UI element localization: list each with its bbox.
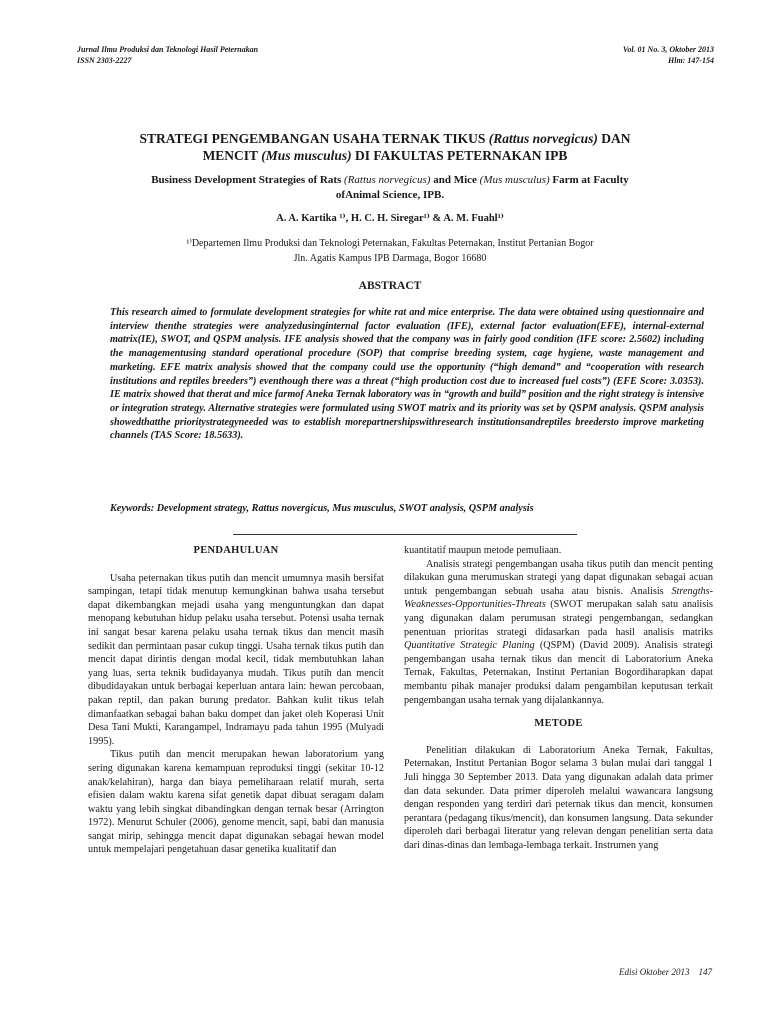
subtitle-species-rat: (Rattus norvegicus) — [344, 174, 431, 186]
affiliation-line: ¹⁾Departemen Ilmu Produksi dan Teknologi Peternakan, Fakultas Peternakan, Institut Pertanian Bogor — [186, 238, 594, 249]
running-header-left — [77, 44, 258, 66]
journal-name: Jurnal Ilmu Produksi dan Teknologi Hasil Peternakan — [77, 45, 259, 54]
subtitle-text: Business Development Strategies of Rats — [151, 174, 345, 186]
abstract-heading: ABSTRACT — [358, 280, 422, 292]
subtitle-line2: ofAnimal Science, IPB. — [335, 189, 445, 201]
paragraph: kuantitatif maupun metode pemuliaan. — [404, 545, 562, 556]
page-footer: Edisi Oktober 2013 147 — [619, 967, 712, 977]
paragraph: Penelitian dilakukan di Laboratorium Aneka Ternak, Fakultas, Peternakan, Institut Pertanian Bogor selama 3 bulan mulai dari tanggal 1 Juli hingga 30 September 2013. Data yang digunakan adalah data primer dan data sekunder. Data primer diperoleh melalui wawancara langsung dengan responden yang terdiri dari peternak tikus dan mencit, konsumen perantara (pedagang tikus/mencit), dan konsumen langsung. Data sekunder diperoleh dari berbagai literatur yang relevan dengan penelitian serta data dari dinas-dinas dan lembaga-lembaga terkait. Instrumen yang — [404, 744, 713, 851]
paragraph-italic: Quantitative Strategic Planing — [404, 640, 535, 652]
paragraph-text: Analisis strategi pengembangan usaha tikus putih dan mencit penting dilakukan guna merumuskan strategi yang dapat digunakan sebagai acuan untuk pengembangan sebuah usaha atau bisnis. Analisis — [404, 558, 713, 597]
abstract-text: This research aimed to formulate development strategies for white rat and mice enterprise. The data were obtained using questionnaire and interview thenthe strategies were analyzedusinginternal factor evaluation (IFE), external factor evaluation(EFE), internal-external matrix(IE), SWOT, and QSPM analysis. IFE analysis showed that the company was in fairly good condition (IFE score: 2.5602) including the managementusing standard operational procedure (SOP) that comprise breeding system, cage hygiene, waste management and marketing. EFE matrix analysis showed that the company could use the opportunity (“high demand” and “cooperation with research institutions and reptiles breeders”) eventhough there was a threat (“high production cost due to increased fuel costs”) (EFE Score: 3.0353). IE matrix showed that therat and mice farmof Aneka Ternak laboratory was in “growth and build” position and the right strategy is intensive or integration strategy. Alternative strategies were formulated using SWOT matrix and its priority was set by QSPM analysis. QSPM analysis showedthatthe prioritystrategyneeded was to establish morepartnershipswithresearch institutionsandreptiles breedersto improve marketing channels (TAS Score: 18.5633). — [110, 307, 704, 442]
affiliation-address: Jln. Agatis Kampus IPB Darmaga, Bogor 16680 — [293, 253, 487, 264]
title-text: STRATEGI PENGEMBANGAN USAHA TERNAK TIKUS — [139, 131, 489, 146]
section-heading-metode: METODE — [534, 718, 583, 730]
subtitle-text: and Mice — [430, 174, 480, 186]
paper-title — [90, 130, 680, 164]
paragraph: Tikus putih dan mencit merupakan hewan laboratorium yang sering digunakan karena kemampuan reproduksi tinggi (sekitar 10-12 anak/kelahiran), harga dan biaya pemeliharaan relatif murah, serta efisien dalam waktu karena sifat genetik dapat dibuat seragam dalam waktu yang lebih singkat dibandingkan dengan ternak besar (Arrington 1972). Menurut Schuler (2006), genome mencit, sapi, babi dan manusia sangat mirip, sehingga mencit dapat digunakan sebagai hewan model untuk mempelajari pengetahuan dasar genetika kualitatif dan — [88, 749, 384, 856]
title-species-mouse: (Mus musculus) — [261, 148, 352, 163]
section-divider — [233, 534, 577, 535]
paragraph-text: (QSPM) (David 2009). Analisis strategi pengembangan usaha ternak tikus dan mencit di Laboratorium Aneka Ternak, Fakultas, Peternakan, Institut Pertanian Bogordiharapkan dapat membantu pihak manajer produksi dalam pengambilan keputusan terkait pengembangan usaha ternak yang dijalankannya. — [404, 640, 713, 706]
subtitle-text: Farm at Faculty — [549, 174, 629, 186]
running-header-right — [623, 44, 714, 66]
page-range: Hlm: 147-154 — [668, 56, 714, 65]
paragraph: Usaha peternakan tikus putih dan mencit umumnya masih bersifat sampingan, tetapi tidak menutup kemungkinan bahwa usaha tersebut dapat dikembangkan mejadi usaha yang menguntungkan dan dapat menopang kebutuhan hidup pelaku usaha tersebut. Potensi usaha ternak ini sangat besar karena pelaku usaha ternak tikus dan mencit masih sedikit dan permintaan pasar cukup tinggi. Usaha ternak tikus putih dan mencit dapat dirintis dengan modal kecil, tidak membutuhkan lahan yang luas, serta teknik budidayanya mudah. Tikus putih dan mencit dibudidayakan untuk berbagai keperluan antara lain: hewan percobaan, pakan reptil, dan pakan burung predator. Bahkan kulit tikus telah dimanfaatkan sebagai bahan baku dompet dan jaket oleh Koperasi Unit Desa Tani Mukti, Karangampel, Indramayu pada tahun 1995 (Mulyadi 1995). — [88, 572, 384, 747]
volume-info: Vol. 01 No. 3, Oktober 2013 — [622, 45, 714, 54]
paragraph-text: (SWOT merupakan salah satu analisis yang digunakan dalam perumusan strategi pengembangan, sedangkan penentuan prioritas strategi didasarkan pada hasil analisis matriks — [404, 599, 713, 638]
english-title — [100, 173, 680, 203]
authors: A. A. Kartika ¹⁾, H. C. H. Siregar¹⁾ & A. M. Fuahl¹⁾ — [276, 213, 504, 224]
title-species-rat: (Rattus norvegicus) — [488, 131, 598, 146]
title-text: MENCIT — [202, 148, 262, 163]
title-text: DAN — [597, 131, 631, 146]
right-column — [404, 544, 713, 852]
paragraph — [404, 558, 713, 708]
title-text: DI FAKULTAS PETERNAKAN IPB — [351, 148, 568, 163]
subtitle-species-mouse: (Mus musculus) — [479, 174, 550, 186]
issn: ISSN 2303-2227 — [77, 56, 132, 65]
keywords: Keywords: Development strategy, Rattus novergicus, Mus musculus, SWOT analysis, QSPM analysis — [110, 503, 534, 514]
affiliation — [100, 236, 680, 266]
section-heading-pendahuluan: PENDAHULUAN — [193, 545, 279, 556]
paragraph-italic: Strengths-Weaknesses-Opportunities-Threats — [404, 585, 713, 611]
left-column — [88, 544, 384, 857]
